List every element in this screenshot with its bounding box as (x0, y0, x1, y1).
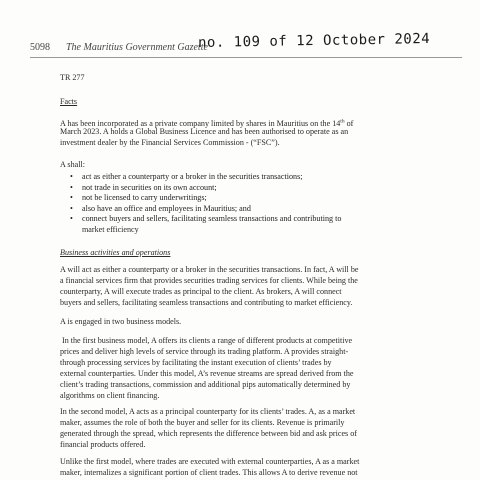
list-item-continuation: market efficiency (82, 225, 139, 234)
business-line-1: A will act as either a counterparty or a broker in the securities transactions. In fact, A will be (60, 265, 359, 274)
second-model-line-1: In the second model, A acts as a principal counterparty for its clients’ trades. A, as a market (60, 407, 356, 416)
ruling-id: TR 277 (60, 73, 85, 82)
list-item: • connect buyers and sellers, facilitating seamless transactions and contributing to (70, 214, 341, 225)
header-rule (30, 57, 462, 58)
list-item: • act as either a counterparty or a broker in the securities transactions; (70, 172, 341, 183)
facts-heading: Facts (60, 97, 78, 106)
page-number: 5098 (30, 42, 50, 53)
second-model-line-2: maker, assumes the role of both the buyer and seller for its clients. Revenue is primarily (60, 418, 345, 427)
list-item: • also have an office and employees in Mauritius; and (70, 204, 341, 215)
first-model-line-4: external counterparties. Under this model, A’s revenue streams are spread derived from the (60, 369, 354, 378)
business-line-4: buyers and sellers, facilitating seamless transactions and contributing to market efficiency. (60, 298, 353, 307)
shall-list (70, 172, 341, 225)
business-line-3: counterparty, A will execute trades as principal to the client. As brokers, A will connect (60, 287, 342, 296)
intro-line-1: A has been incorporated as a private company limited by shares in Mauritius on the 14th of (60, 118, 354, 128)
first-model-line-2: prices and deliver high levels of service through its trading platform. A provides straight- (60, 347, 349, 356)
unlike-line-1: Unlike the first model, where trades are executed with external counterparties, A as a market (60, 457, 360, 466)
intro-line-3: investment dealer by the Financial Services Commission - (“FSC”). (60, 138, 280, 147)
list-item: • not trade in securities on its own account; (70, 183, 341, 194)
gazette-title: The Mauritius Government Gazette (66, 42, 208, 53)
second-model-line-3: generated through the spread, which represents the difference between bid and ask prices of (60, 429, 357, 438)
business-line-2: a financial services firm that provides securities trading services for clients. While being the (60, 276, 358, 285)
second-model-line-4: financial products offered. (60, 440, 146, 449)
handwritten-issue-note: no. 109 of 12 October 2024 (197, 30, 431, 52)
business-heading: Business activities and operations (60, 248, 171, 257)
first-model-line-5: client’s trading transactions, commission and additional pips automatically determined by (60, 380, 351, 389)
ordinal-suffix: th (340, 118, 345, 124)
list-item: • not be licensed to carry underwritings; (70, 193, 341, 204)
first-model-line-3: through processing services by facilitating the instant execution of clients’ trades by (60, 358, 332, 367)
intro-line-2: March 2023. A holds a Global Business Licence and has been authorised to operate as an (60, 127, 349, 136)
unlike-line-2: maker, internalizes a significant portion of client trades. This allows A to derive revenue not (60, 468, 358, 477)
models-paragraph: A is engaged in two business models. (60, 317, 182, 326)
first-model-line-1: In the first business model, A offers its clients a range of different products at competitive (62, 336, 353, 345)
shall-label: A shall: (60, 160, 85, 169)
first-model-line-6: algorithms on client financing. (60, 391, 160, 400)
